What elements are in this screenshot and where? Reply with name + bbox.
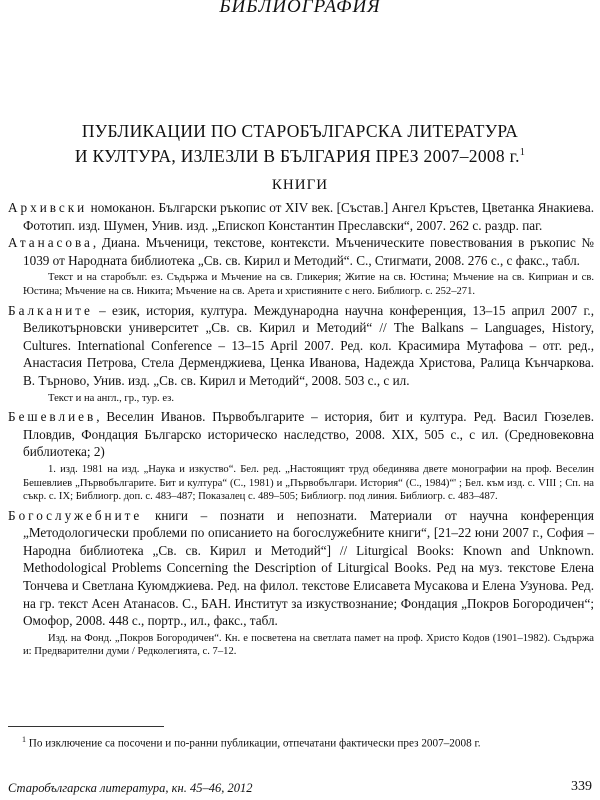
entry-lead-word: Балканите: [8, 302, 93, 318]
entry-text: номоканон. Български ръкопис от XIV век. [Състав.] Ангел Кръстев, Цветанка Янакиева. Фототип. изд. Шумен, Унив. изд. „Епископ Константин Преславски“, 2007. 262 с. раздр. паг.: [23, 200, 594, 233]
page-number: 339: [571, 779, 592, 794]
entry-text: книги – познати и непознати. Материали от научна конференция „Методологически проблеми по описанието на богослужебните книги“, [21–22 юни 2007 г., София – Народна библиотека „Св. св. Кирил и Методий“] // Liturgical Books: Known and Unknown. Methodological Problems Concerning the Description of Liturgical Books. Ред на муз. текстове Елена Тончева и Светлана Куюмджиева. Ред. на филол. текстове Елисавета Мусакова и Елена Узунова. Ред. на гр. текст Асен Атанасов. С., БАН. Институт за изкуствознание; Фондация „Покров Богородичен“; Омофор, 2008. 448 с., портр., ил., факс., табл.: [23, 507, 594, 629]
footnote-mark: 1: [22, 735, 26, 744]
entry-note: Изд. на Фонд. „Покров Богородичен“. Кн. е посветена на светлата памет на проф. Христо Кодов (1901–1982). Съдържа и: Предварителни думи / Редколегията, с. 7–12.: [23, 632, 594, 658]
bibliography-entry: [8, 302, 594, 390]
bibliography-entry: [8, 234, 594, 269]
article-title-line-1: ПУБЛИКАЦИИ ПО СТАРОБЪЛГАРСКА ЛИТЕРАТУРА: [81, 121, 519, 141]
footnote-text: По изключение са посочени и по-ранни публикации, отпечатани фактически през 2007–2008 г.: [26, 737, 481, 750]
bibliography-entry: [8, 199, 594, 234]
bibliography-list: [8, 199, 594, 662]
bibliography-entry: [8, 507, 594, 630]
footnote-reference: 1: [519, 147, 526, 158]
article-title-line-2-text: И КУЛТУРА, ИЗЛЕЗЛИ В БЪЛГАРИЯ ПРЕЗ 2007–2008 г.: [74, 145, 520, 166]
bibliography-entry: [8, 408, 594, 461]
article-title-line-2: [20, 142, 580, 167]
article-title: [20, 120, 580, 167]
entry-text: , Веселин Иванов. Първобългарите – история, бит и култура. Ред. Васил Гюзелев. Пловдив, Фондация Българско историческо наследство, 2008. XIX, 505 с., с ил. (Средновековна библиотека; 2): [23, 409, 594, 460]
section-heading: КНИГИ: [271, 177, 329, 193]
entry-lead-word: Бешевлиев: [8, 409, 97, 425]
entry-note: Текст и на старобълг. ез. Съдържа и Мъчение на св. Гликерия; Житие на св. Юстина; Мъчение на св. Киприан и св. Юстина; Мъчение на св. Никита; Мъчение на св. Арета и християните с него. Библиогр. с. 252–271.: [23, 272, 594, 297]
footnote-separator: [8, 726, 164, 727]
journal-citation: Старобългарска литература, кн. 45–46, 2012: [8, 781, 253, 795]
entry-lead-word: Архивски: [8, 200, 88, 215]
entry-note: 1. изд. 1981 на изд. „Наука и изкуство“. Бел. ред. „Настоящият труд обединява двете монографии на проф. Веселин Бешевлиев „Първобългарите. Бит и култура“ (С., 1981) и „Първобългари. История“ (С., 1984)“' ; Бел. към изд. с. VIII ; Сп. на съкр. с. IX; Библиогр. доп. с. 483–487; Показалец с. 489–505; Библиогр. под линия. Библиогр. с. 483–487.: [23, 463, 594, 503]
running-head: БИБЛИОГРАФИЯ: [219, 0, 381, 17]
entry-text: – език, история, култура. Международна научна конференция, 13–15 април 2007 г., Великотърновски университет „Св. св. Кирил и Методий“ // The Balkans – Languages, History, Cultures. International Conference – 13–15 April 2007. Ред. кол. Красимира Мутафова – отг. ред., Анастасия Петрова, Стела Дерменджиева, Ценка Иванова, Надежда Христова, Ралица Кънчаркова. В. Търново, Унив. изд. „Св. св. Кирил и Методий“, 2008. 503 с., с ил.: [23, 302, 594, 388]
footnote: [8, 733, 594, 751]
entry-note: Текст и на англ., гр., тур. ез.: [48, 392, 175, 404]
entry-lead-word: Богослужебните: [8, 507, 143, 523]
entry-lead-word: Атанасова: [8, 235, 93, 251]
entry-text: , Диана. Мъченици, текстове, контексти. Мъченическите повествования в ръкопис № 1039 от Народната библиотека „Св. св. Кирил и Методий“. С., Стигмати, 2008. 276 с., с факс., табл.: [23, 235, 594, 268]
